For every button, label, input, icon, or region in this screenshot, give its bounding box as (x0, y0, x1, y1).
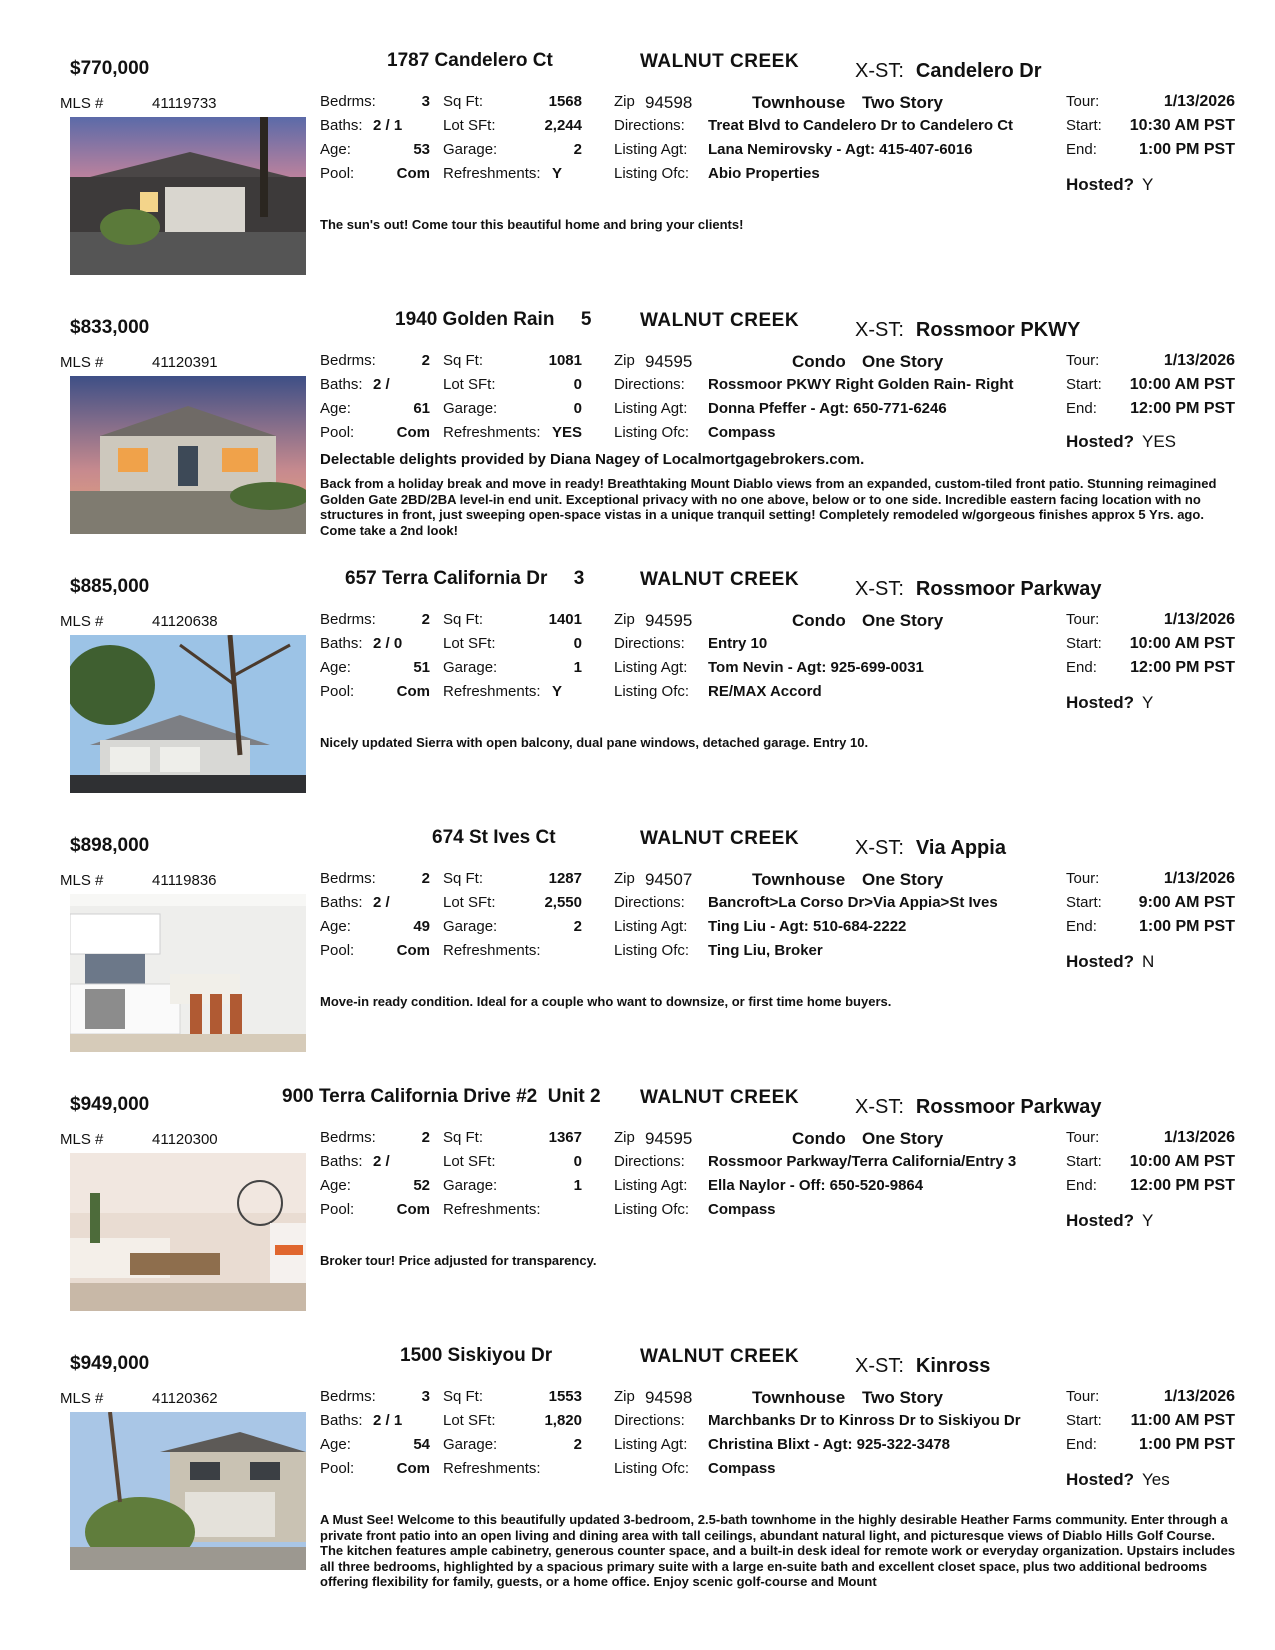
lotsft-value: 0 (573, 376, 582, 393)
baths-label: Baths: (320, 1153, 363, 1170)
end-label: End: (1066, 400, 1097, 417)
garage-value: 2 (573, 141, 582, 158)
zip-label: Zip (614, 1388, 635, 1405)
zip-value: 94595 (645, 1129, 693, 1148)
listing-photo[interactable] (70, 635, 306, 793)
start-time: 10:00 AM PST (1129, 635, 1235, 652)
property-type: Townhouse (752, 93, 846, 112)
listing-card (0, 1086, 1275, 1348)
age-value: 54 (413, 1436, 430, 1453)
listing-agt-value: Ella Naylor - Off: 650-520-9864 (708, 1177, 924, 1194)
hosted-value: N (1142, 952, 1155, 971)
listing-agt-label: Listing Agt: (614, 1436, 688, 1453)
property-type: Townhouse (752, 1388, 846, 1407)
refreshments-value: Y (552, 165, 563, 182)
end-label: End: (1066, 918, 1097, 935)
age-label: Age: (320, 141, 351, 158)
lotsft-label: Lot SFt: (443, 1412, 496, 1429)
hosted-value: Y (1142, 1211, 1154, 1230)
remarks: Move-in ready condition. Ideal for a couple who want to downsize, or first time home buyers. (320, 994, 892, 1009)
listing-agt-value: Donna Pfeffer - Agt: 650-771-6246 (708, 400, 947, 417)
hosted (1066, 693, 1153, 713)
sqft-value: 1287 (548, 870, 582, 887)
tour-label: Tour: (1066, 870, 1100, 887)
hosted (1066, 1211, 1153, 1231)
zip-label: Zip (614, 870, 635, 887)
baths-value: 2 / (373, 894, 390, 911)
cross-street-value: Kinross (915, 1355, 991, 1377)
sqft-label: Sq Ft: (443, 1129, 484, 1146)
garage-label: Garage: (443, 659, 498, 676)
zip-value: 94598 (645, 1388, 693, 1407)
age-value: 61 (413, 400, 430, 417)
listing-card (0, 827, 1275, 1089)
listing-card (0, 568, 1275, 830)
start-label: Start: (1066, 894, 1102, 911)
listing-ofc-label: Listing Ofc: (614, 1460, 690, 1477)
mls-label: MLS # (60, 95, 104, 112)
property-stories: One Story (862, 352, 944, 371)
sqft-value: 1081 (548, 352, 582, 369)
refreshments-value: YES (552, 424, 583, 441)
bedrms-label: Bedrms: (320, 870, 376, 887)
garage-value: 2 (573, 1436, 582, 1453)
tour-date: 1/13/2026 (1163, 1388, 1235, 1405)
lotsft-label: Lot SFt: (443, 1153, 496, 1170)
lotsft-value: 2,550 (544, 894, 582, 911)
start-label: Start: (1066, 117, 1102, 134)
listing-ofc-label: Listing Ofc: (614, 165, 690, 182)
lotsft-value: 0 (573, 635, 582, 652)
cross-street-value: Rossmoor Parkway (915, 578, 1102, 600)
hosted (1066, 1470, 1170, 1490)
bedrms-label: Bedrms: (320, 1388, 376, 1405)
listing-ofc-label: Listing Ofc: (614, 683, 690, 700)
property-type: Townhouse (752, 870, 846, 889)
garage-label: Garage: (443, 1177, 498, 1194)
end-time: 1:00 PM PST (1138, 918, 1235, 935)
xst-label: X-ST: (855, 1355, 904, 1377)
refreshments-value: Y (552, 683, 563, 700)
baths-value: 2 / 1 (373, 117, 403, 134)
hosted-label: Hosted? (1066, 952, 1134, 971)
property-address: 1940 Golden Rain 5 (395, 309, 592, 330)
start-time: 10:30 AM PST (1129, 117, 1235, 134)
end-time: 1:00 PM PST (1138, 141, 1235, 158)
zip-label: Zip (614, 93, 635, 110)
age-label: Age: (320, 1436, 351, 1453)
age-value: 49 (413, 918, 430, 935)
listing-card (0, 309, 1275, 571)
baths-label: Baths: (320, 894, 363, 911)
lotsft-value: 2,244 (544, 117, 582, 134)
garage-label: Garage: (443, 400, 498, 417)
tour-label: Tour: (1066, 611, 1100, 628)
tour-date: 1/13/2026 (1163, 352, 1235, 369)
listing-agt-value: Christina Blixt - Agt: 925-322-3478 (708, 1436, 951, 1453)
directions-label: Directions: (614, 635, 685, 652)
tour-date: 1/13/2026 (1163, 870, 1235, 887)
property-address: 900 Terra California Drive #2 Unit 2 (282, 1086, 601, 1107)
listing-ofc-value: Compass (708, 1201, 776, 1218)
lotsft-value: 1,820 (544, 1412, 582, 1429)
bedrms-value: 2 (421, 1129, 430, 1146)
listing-price: $885,000 (70, 576, 150, 597)
tour-label: Tour: (1066, 1129, 1100, 1146)
bedrms-label: Bedrms: (320, 611, 376, 628)
bedrms-label: Bedrms: (320, 1129, 376, 1146)
lotsft-label: Lot SFt: (443, 117, 496, 134)
xst-label: X-ST: (855, 319, 904, 341)
xst-label: X-ST: (855, 1096, 904, 1118)
start-time: 10:00 AM PST (1129, 1153, 1235, 1170)
directions-value: Treat Blvd to Candelero Dr to Candelero Ct (708, 117, 1014, 134)
refreshments-label: Refreshments: (443, 1460, 541, 1477)
garage-value: 1 (573, 659, 582, 676)
mls-number: 41120362 (152, 1390, 218, 1407)
garage-value: 1 (573, 1177, 582, 1194)
remarks: Back from a holiday break and move in ready! Breathtaking Mount Diablo views from an expanded, custom-tiled front patio. Stunning reimagined Golden Gate 2BD/2BA level-in end unit. Exceptional privacy with no one above, below or to one side. Incredible eastern facing location with no structures in front, just sweeping open-space vistas in a unique tranquil setting! Completely remodeled w/gorgeous finishes approx 5 Yrs. ago. Come take a 2nd look! (320, 476, 1217, 538)
mls-label: MLS # (60, 613, 104, 630)
bedrms-value: 3 (421, 93, 430, 110)
property-address: 674 St Ives Ct (432, 827, 556, 848)
pool-label: Pool: (320, 1201, 355, 1218)
listing-price: $949,000 (70, 1353, 150, 1374)
pool-label: Pool: (320, 683, 355, 700)
mls-label: MLS # (60, 354, 104, 371)
directions-value: Rossmoor PKWY Right Golden Rain- Right (708, 376, 1014, 393)
property-address: 657 Terra California Dr 3 (345, 568, 585, 589)
pool-value: Com (396, 942, 430, 959)
baths-label: Baths: (320, 1412, 363, 1429)
listing-ofc-value: Ting Liu, Broker (708, 942, 823, 959)
listing-photo[interactable] (70, 1412, 306, 1570)
pool-value: Com (396, 1201, 430, 1218)
mls-number: 41119733 (152, 95, 217, 112)
hosted-value: Y (1142, 693, 1154, 712)
refreshments-label: Refreshments: (443, 1201, 541, 1218)
listing-ofc-value: Compass (708, 424, 776, 441)
tour-date: 1/13/2026 (1163, 1129, 1235, 1146)
lotsft-label: Lot SFt: (443, 894, 496, 911)
bedrms-value: 2 (421, 611, 430, 628)
lotsft-value: 0 (573, 1153, 582, 1170)
listing-agt-label: Listing Agt: (614, 659, 688, 676)
sqft-value: 1568 (548, 93, 582, 110)
end-time: 12:00 PM PST (1130, 659, 1235, 676)
tour-label: Tour: (1066, 93, 1100, 110)
refreshments-label: Refreshments: (443, 165, 541, 182)
pool-label: Pool: (320, 424, 355, 441)
hosted-value: Yes (1142, 1470, 1170, 1489)
sqft-value: 1553 (548, 1388, 582, 1405)
baths-value: 2 / 1 (373, 1412, 403, 1429)
garage-label: Garage: (443, 1436, 498, 1453)
listing-price: $770,000 (70, 58, 150, 79)
listing-ofc-label: Listing Ofc: (614, 424, 690, 441)
hosted-label: Hosted? (1066, 432, 1134, 451)
property-type: Condo (792, 611, 846, 630)
listing-agt-value: Ting Liu - Agt: 510-684-2222 (708, 918, 907, 935)
listing-card (0, 50, 1275, 312)
cross-street-value: Via Appia (915, 837, 1006, 859)
bedrms-label: Bedrms: (320, 352, 376, 369)
end-time: 1:00 PM PST (1138, 1436, 1235, 1453)
property-city: WALNUT CREEK (640, 1346, 800, 1367)
hosted-label: Hosted? (1066, 1470, 1134, 1489)
cross-street (855, 319, 1080, 342)
hosted-value: YES (1142, 432, 1177, 451)
baths-value: 2 / 0 (373, 635, 403, 652)
tour-label: Tour: (1066, 1388, 1100, 1405)
property-address: 1500 Siskiyou Dr (400, 1345, 553, 1366)
zip-value: 94595 (645, 611, 693, 630)
zip-value: 94595 (645, 352, 693, 371)
property-city: WALNUT CREEK (640, 1087, 800, 1108)
hosted-label: Hosted? (1066, 1211, 1134, 1230)
hosted-value: Y (1142, 175, 1154, 194)
start-label: Start: (1066, 376, 1102, 393)
baths-label: Baths: (320, 635, 363, 652)
refreshments-label: Refreshments: (443, 942, 541, 959)
listing-ofc-value: Abio Properties (708, 165, 820, 182)
cross-street (855, 578, 1102, 601)
remarks: Broker tour! Price adjusted for transparency. (320, 1253, 597, 1268)
listing-photo[interactable] (70, 117, 306, 275)
property-stories: Two Story (862, 1388, 943, 1407)
garage-label: Garage: (443, 141, 498, 158)
listing-photo[interactable] (70, 1153, 306, 1311)
directions-label: Directions: (614, 376, 685, 393)
mls-label: MLS # (60, 1131, 104, 1148)
sqft-label: Sq Ft: (443, 93, 484, 110)
pool-label: Pool: (320, 1460, 355, 1477)
refreshments-label: Refreshments: (443, 683, 541, 700)
bedrms-value: 2 (421, 352, 430, 369)
directions-value: Bancroft>La Corso Dr>Via Appia>St Ives (708, 894, 998, 911)
listing-price: $833,000 (70, 317, 150, 338)
sqft-value: 1401 (548, 611, 582, 628)
baths-label: Baths: (320, 117, 363, 134)
property-stories: One Story (862, 611, 944, 630)
property-address: 1787 Candelero Ct (387, 50, 553, 71)
zip-label: Zip (614, 611, 635, 628)
end-label: End: (1066, 141, 1097, 158)
hosted-label: Hosted? (1066, 175, 1134, 194)
start-label: Start: (1066, 1153, 1102, 1170)
cross-street (855, 60, 1042, 83)
mls-label: MLS # (60, 1390, 104, 1407)
zip-label: Zip (614, 1129, 635, 1146)
directions-label: Directions: (614, 1153, 685, 1170)
baths-value: 2 / (373, 376, 390, 393)
sqft-label: Sq Ft: (443, 611, 484, 628)
remarks: Nicely updated Sierra with open balcony, dual pane windows, detached garage. Entry 10. (320, 735, 869, 750)
property-city: WALNUT CREEK (640, 51, 800, 72)
age-label: Age: (320, 918, 351, 935)
end-time: 12:00 PM PST (1130, 1177, 1235, 1194)
property-city: WALNUT CREEK (640, 569, 800, 590)
start-time: 9:00 AM PST (1138, 894, 1235, 911)
sqft-label: Sq Ft: (443, 1388, 484, 1405)
age-value: 51 (413, 659, 430, 676)
listing-agt-label: Listing Agt: (614, 141, 688, 158)
start-time: 10:00 AM PST (1129, 376, 1235, 393)
age-value: 52 (413, 1177, 430, 1194)
property-type: Condo (792, 352, 846, 371)
listing-price: $898,000 (70, 835, 150, 856)
property-stories: One Story (862, 1129, 944, 1148)
remarks: A Must See! Welcome to this beautifully updated 3-bedroom, 2.5-bath townhome in the highly desirable Heather Farms community. Enter through a private front patio into an open living and dining area with tall ceilings, abundant natural light, and picturesque views of Diablo Hills Golf Course. The kitchen features ample cabinetry, generous counter space, and a built-in desk ideal for remote work or everyday organization. Upstairs includes all three bedrooms, highlighted by a spacious primary suite with a large en-suite bath and excellent closet space, plus two additional bedrooms offering flexibility for family, guests, or a home office. Enjoy scenic golf-course and Mount (320, 1512, 1236, 1589)
garage-label: Garage: (443, 918, 498, 935)
listing-agt-label: Listing Agt: (614, 1177, 688, 1194)
property-stories: Two Story (862, 93, 943, 112)
lotsft-label: Lot SFt: (443, 376, 496, 393)
zip-value: 94507 (645, 870, 693, 889)
refreshments-label: Refreshments: (443, 424, 541, 441)
listing-agt-value: Lana Nemirovsky - Agt: 415-407-6016 (708, 141, 973, 158)
xst-label: X-ST: (855, 837, 904, 859)
start-time: 11:00 AM PST (1130, 1412, 1235, 1429)
directions-value: Marchbanks Dr to Kinross Dr to Siskiyou Dr (708, 1412, 1021, 1429)
listing-ofc-label: Listing Ofc: (614, 1201, 690, 1218)
pool-value: Com (396, 1460, 430, 1477)
cross-street-value: Candelero Dr (915, 60, 1042, 82)
tour-label: Tour: (1066, 352, 1100, 369)
mls-label: MLS # (60, 872, 104, 889)
mls-number: 41119836 (152, 872, 217, 889)
end-time: 12:00 PM PST (1130, 400, 1235, 417)
pool-label: Pool: (320, 165, 355, 182)
end-label: End: (1066, 659, 1097, 676)
garage-value: 0 (573, 400, 582, 417)
hosted-label: Hosted? (1066, 693, 1134, 712)
xst-label: X-ST: (855, 60, 904, 82)
bedrms-value: 3 (421, 1388, 430, 1405)
remarks: The sun's out! Come tour this beautiful home and bring your clients! (320, 217, 744, 232)
end-label: End: (1066, 1436, 1097, 1453)
lotsft-label: Lot SFt: (443, 635, 496, 652)
bedrms-value: 2 (421, 870, 430, 887)
mls-number: 41120638 (152, 613, 218, 630)
listing-photo[interactable] (70, 376, 306, 534)
pool-value: Com (396, 165, 430, 182)
age-label: Age: (320, 400, 351, 417)
tour-date: 1/13/2026 (1163, 611, 1235, 628)
start-label: Start: (1066, 635, 1102, 652)
sqft-label: Sq Ft: (443, 870, 484, 887)
hosted (1066, 175, 1153, 195)
cross-street (855, 1355, 990, 1378)
listing-ofc-value: Compass (708, 1460, 776, 1477)
listing-agt-label: Listing Agt: (614, 400, 688, 417)
mls-number: 41120300 (152, 1131, 218, 1148)
bedrms-label: Bedrms: (320, 93, 376, 110)
listing-card (0, 1345, 1275, 1650)
garage-value: 2 (573, 918, 582, 935)
listing-price: $949,000 (70, 1094, 150, 1115)
directions-value: Entry 10 (708, 635, 768, 652)
end-label: End: (1066, 1177, 1097, 1194)
directions-label: Directions: (614, 1412, 685, 1429)
pool-label: Pool: (320, 942, 355, 959)
sqft-value: 1367 (548, 1129, 582, 1146)
age-value: 53 (413, 141, 430, 158)
zip-label: Zip (614, 352, 635, 369)
directions-label: Directions: (614, 117, 685, 134)
xst-label: X-ST: (855, 578, 904, 600)
directions-value: Rossmoor Parkway/Terra California/Entry 3 (708, 1153, 1017, 1170)
age-label: Age: (320, 659, 351, 676)
start-label: Start: (1066, 1412, 1102, 1429)
tour-date: 1/13/2026 (1163, 93, 1235, 110)
hosted (1066, 432, 1176, 452)
property-stories: One Story (862, 870, 944, 889)
cross-street (855, 1096, 1102, 1119)
hosted (1066, 952, 1154, 972)
property-city: WALNUT CREEK (640, 828, 800, 849)
sqft-label: Sq Ft: (443, 352, 484, 369)
property-type: Condo (792, 1129, 846, 1148)
pool-value: Com (396, 683, 430, 700)
mls-number: 41120391 (152, 354, 218, 371)
baths-label: Baths: (320, 376, 363, 393)
property-city: WALNUT CREEK (640, 310, 800, 331)
zip-value: 94598 (645, 93, 693, 112)
listing-agt-label: Listing Agt: (614, 918, 688, 935)
extra-note: Delectable delights provided by Diana Nagey of Localmortgagebrokers.com. (320, 451, 865, 468)
listing-photo[interactable] (70, 894, 306, 1052)
directions-label: Directions: (614, 894, 685, 911)
listing-ofc-label: Listing Ofc: (614, 942, 690, 959)
listing-ofc-value: RE/MAX Accord (708, 683, 822, 700)
listing-agt-value: Tom Nevin - Agt: 925-699-0031 (708, 659, 924, 676)
cross-street (855, 837, 1006, 860)
pool-value: Com (396, 424, 430, 441)
cross-street-value: Rossmoor PKWY (915, 319, 1081, 341)
cross-street-value: Rossmoor Parkway (915, 1096, 1102, 1118)
baths-value: 2 / (373, 1153, 390, 1170)
age-label: Age: (320, 1177, 351, 1194)
